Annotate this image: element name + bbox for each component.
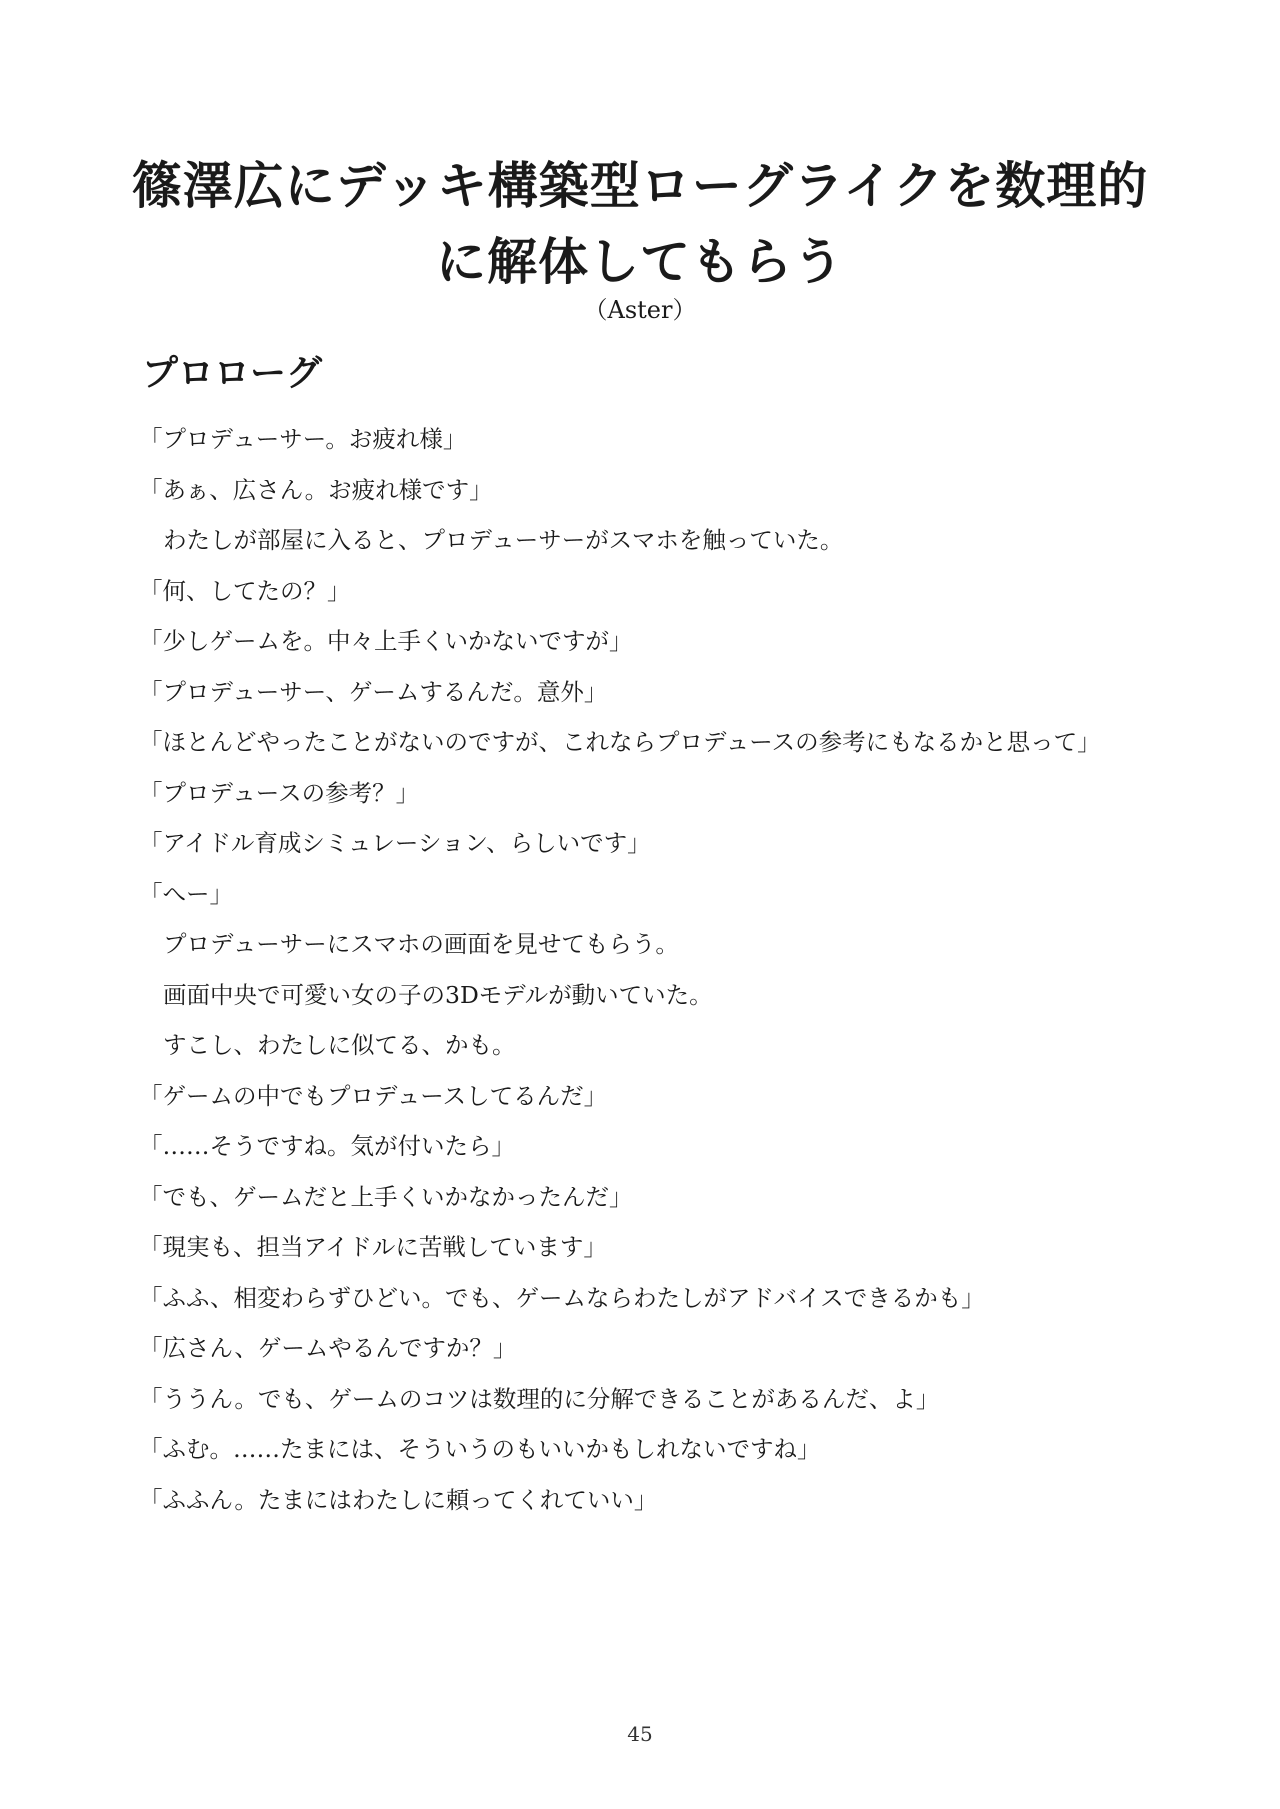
dialogue-line: 「現実も、担当アイドルに苦戦しています」 [139,1233,607,1261]
dialogue-line: 「広さん、ゲームやるんですか？」 [139,1334,517,1362]
dialogue-line: 「ほとんどやったことがないのですが、これならプロデュースの参考にもなるかと思って」 [139,728,1101,756]
dialogue-line: 「アイドル育成シミュレーション、らしいです」 [139,829,651,857]
section-heading: プロローグ [142,353,323,394]
dialogue-line: 「プロデューサー、ゲームするんだ。意外」 [139,677,608,706]
dialogue-line: 「少しゲームを。中々上手くいかないですが」 [139,627,633,655]
narration-paragraph: すこし、わたしに似てる、かも。 [163,1031,516,1059]
body-text [139,424,1119,1535]
dialogue-line: 「何、してたの？」 [139,576,351,605]
dialogue-line: 「……そうですね。気が付いたら」 [139,1132,515,1160]
dialogue-line: 「プロデューサー。お疲れ様」 [139,425,467,453]
dialogue-line: 「ううん。でも、ゲームのコツは数理的に分解できることがあるんだ、よ」 [139,1384,940,1413]
title-line-2: に解体してもらう [436,233,844,291]
page-number: 45 [627,1722,653,1746]
dialogue-line: 「ふむ。……たまには、そういうのもいいかもしれないですね」 [139,1435,821,1463]
narration-paragraph: わたしが部屋に入ると、プロデューサーがスマホを触っていた。 [163,526,844,554]
dialogue-line: 「でも、ゲームだと上手くいかなかったんだ」 [139,1182,633,1211]
narration-paragraph: プロデューサーにスマホの画面を見せてもらう。 [163,930,679,958]
dialogue-line: 「ゲームの中でもプロデュースしてるんだ」 [139,1081,608,1110]
dialogue-line: 「ふふん。たまにはわたしに頼ってくれていい」 [139,1485,658,1514]
document-title [0,148,1280,300]
narration-paragraph: 画面中央で可愛い女の子の3Dモデルが動いていた。 [163,980,713,1009]
author-credit: （Aster） [583,296,697,324]
dialogue-line: 「ふふ、相変わらずひどい。でも、ゲームならわたしがアドバイスできるかも」 [139,1283,985,1312]
title-line-1: 篠澤広にデッキ構築型ローグライクを数理的 [131,157,1149,215]
dialogue-line: 「へー」 [139,879,233,908]
dialogue-line: 「プロデュースの参考？」 [139,778,420,807]
dialogue-line: 「あぁ、広さん。お疲れ様です」 [139,475,493,504]
